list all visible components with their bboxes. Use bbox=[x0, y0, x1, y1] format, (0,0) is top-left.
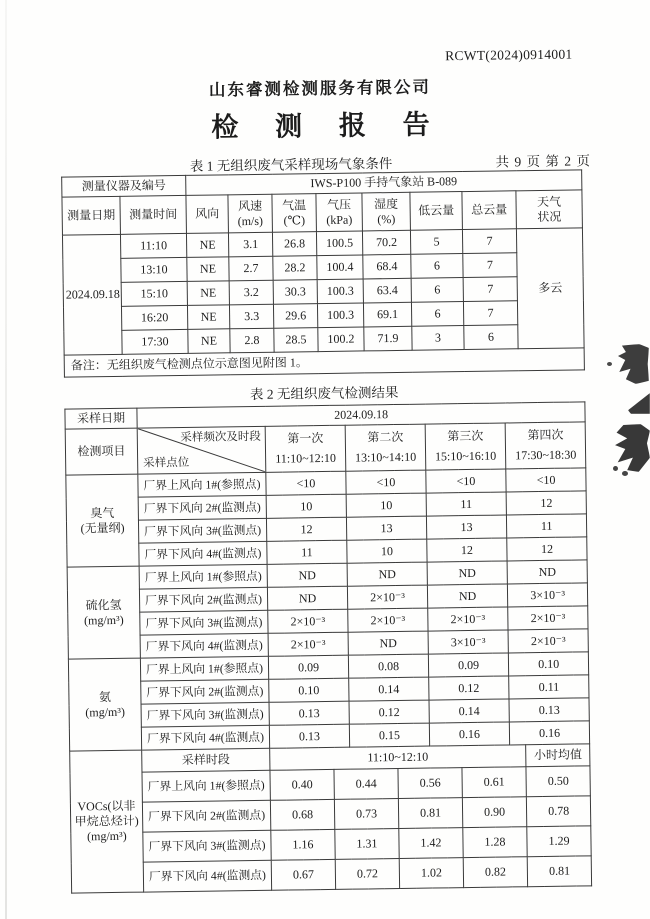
data-cell: NE bbox=[188, 329, 230, 354]
point-cell: 厂界上风向 1#(参照点) bbox=[142, 770, 270, 802]
value-cell: 11 bbox=[506, 514, 587, 538]
point-cell: 厂界下风向 2#(监测点) bbox=[142, 800, 270, 832]
data-cell: 100.4 bbox=[317, 255, 363, 280]
value-cell: 0.67 bbox=[271, 859, 335, 890]
period-time: 17:30~18:30 bbox=[515, 446, 577, 462]
period-name: 第四次 bbox=[527, 427, 564, 443]
value-cell: 0.13 bbox=[509, 698, 590, 722]
value-cell: 0.68 bbox=[270, 799, 334, 830]
value-cell: 0.72 bbox=[335, 859, 399, 890]
data-cell: 6 bbox=[411, 278, 463, 303]
data-cell: 2.7 bbox=[229, 256, 273, 281]
value-cell: 10 bbox=[347, 539, 427, 563]
value-cell: 0.56 bbox=[398, 768, 462, 799]
data-cell: 6 bbox=[464, 325, 518, 350]
period-header-cell bbox=[265, 425, 346, 472]
pollutant-name: 氨 bbox=[98, 689, 112, 704]
data-cell: 68.4 bbox=[363, 254, 411, 279]
value-cell: ND bbox=[267, 563, 347, 587]
point-cell: 厂界下风向 3#(监测点) bbox=[143, 830, 271, 862]
value-cell: 2×10⁻³ bbox=[268, 632, 348, 656]
value-cell: 0.82 bbox=[463, 857, 527, 888]
diagonal-header-cell bbox=[137, 426, 266, 474]
period-time: 13:10~14:10 bbox=[354, 449, 417, 465]
value-cell: 0.15 bbox=[349, 723, 429, 747]
vocs-period-value-cell: 11:10~12:10 bbox=[270, 745, 526, 771]
value-cell: 0.73 bbox=[334, 799, 398, 830]
data-cell: 3.2 bbox=[229, 280, 273, 305]
value-cell: 1.16 bbox=[271, 829, 335, 860]
edge-ink-dot bbox=[622, 471, 628, 476]
data-cell: 28.5 bbox=[274, 328, 318, 353]
emission-results-table bbox=[64, 401, 592, 893]
data-cell: 3 bbox=[412, 326, 464, 351]
data-cell: 6 bbox=[411, 254, 463, 279]
period-name: 第一次 bbox=[287, 431, 324, 446]
value-cell: 2×10⁻³ bbox=[347, 585, 427, 609]
data-cell: 70.2 bbox=[362, 230, 410, 255]
value-cell: 0.09 bbox=[428, 653, 508, 677]
value-cell: 0.14 bbox=[349, 677, 429, 701]
report-title: 检 测 报 告 bbox=[211, 109, 445, 143]
header-cell: 测量日期 bbox=[62, 196, 121, 235]
header-cell: 低云量 bbox=[410, 192, 463, 231]
hour-average-label-cell: 小时均值 bbox=[526, 744, 591, 767]
point-cell: 厂界下风向 3#(监测点) bbox=[141, 702, 269, 727]
value-cell: ND bbox=[347, 562, 427, 586]
header-cell: 气压 (kPa) bbox=[316, 193, 363, 232]
average-value-cell: 0.81 bbox=[527, 856, 592, 887]
pollutant-unit: (mg/m³) bbox=[86, 828, 127, 844]
period-time: 15:10~16:10 bbox=[434, 448, 497, 463]
value-cell: <10 bbox=[426, 469, 506, 493]
table1-note: 备注：无组织废气检测点位示意图见附图 1。 bbox=[64, 348, 584, 377]
value-cell: 11 bbox=[426, 492, 506, 516]
header-cell: 气温 (℃) bbox=[272, 194, 317, 233]
data-cell: 16:20 bbox=[121, 305, 187, 330]
point-cell: 厂界下风向 4#(监测点) bbox=[143, 860, 271, 892]
measure-date-cell: 2024.09.18 bbox=[62, 234, 122, 355]
value-cell: 11 bbox=[267, 540, 347, 564]
point-cell: 厂界下风向 3#(监测点) bbox=[138, 518, 266, 543]
value-cell: ND bbox=[427, 584, 507, 608]
pollutant-unit: (mg/m³) bbox=[85, 704, 126, 719]
header-cell: 总云量 bbox=[462, 191, 517, 230]
data-cell: 63.4 bbox=[363, 278, 411, 303]
average-value-cell: 0.78 bbox=[526, 796, 591, 827]
data-cell: 7 bbox=[463, 253, 517, 278]
data-cell: 17:30 bbox=[122, 329, 188, 354]
value-cell: 0.10 bbox=[508, 652, 589, 676]
period-header-cell bbox=[505, 422, 586, 469]
value-cell: ND bbox=[348, 631, 428, 655]
page-count: 共 9 页 第 2 页 bbox=[495, 153, 592, 170]
value-cell: 1.28 bbox=[463, 827, 527, 858]
value-cell: 1.31 bbox=[335, 829, 399, 860]
period-time: 11:10~12:10 bbox=[275, 450, 337, 466]
value-cell: ND bbox=[507, 560, 588, 584]
period-header-cell bbox=[345, 424, 426, 471]
value-cell: 2×10⁻³ bbox=[508, 606, 589, 630]
value-cell: 0.13 bbox=[269, 701, 349, 725]
instrument-label-cell: 测量仪器及编号 bbox=[62, 175, 186, 197]
table2-caption: 表 2 无组织废气检测结果 bbox=[249, 384, 399, 403]
pollutant-unit: (无量纲) bbox=[80, 520, 125, 535]
value-cell: 0.11 bbox=[509, 675, 590, 699]
value-cell: <10 bbox=[346, 470, 426, 494]
point-cell: 厂界下风向 3#(监测点) bbox=[140, 610, 268, 635]
group-label-cell bbox=[70, 750, 144, 893]
period-name: 第三次 bbox=[447, 429, 484, 444]
value-cell: <10 bbox=[506, 468, 587, 492]
value-cell: 0.12 bbox=[349, 700, 429, 724]
value-cell: 12 bbox=[506, 491, 587, 515]
edge-ink-dot bbox=[607, 362, 612, 366]
data-cell: 7 bbox=[463, 277, 517, 302]
value-cell: ND bbox=[267, 586, 347, 610]
header-cell: 天气 状况 bbox=[516, 190, 583, 229]
point-cell: 厂界下风向 2#(监测点) bbox=[139, 587, 267, 612]
value-cell: 0.61 bbox=[462, 767, 526, 798]
value-cell: 3×10⁻³ bbox=[428, 630, 508, 654]
header-cell: 风速 (m/s) bbox=[228, 194, 273, 233]
value-cell: 0.09 bbox=[268, 655, 348, 679]
pollutant-name: VOCs(以非甲烷总烃计) bbox=[74, 798, 139, 829]
group-label-cell bbox=[68, 658, 141, 751]
sample-date-cell: 2024.09.18 bbox=[137, 402, 586, 428]
data-cell: 15:10 bbox=[121, 281, 187, 306]
point-cell: 厂界上风向 1#(参照点) bbox=[139, 564, 267, 589]
data-cell: 13:10 bbox=[121, 257, 187, 282]
data-cell: 7 bbox=[462, 229, 516, 254]
value-cell: 12 bbox=[427, 538, 507, 562]
data-cell: 28.2 bbox=[273, 256, 317, 281]
value-cell: 2×10⁻³ bbox=[428, 607, 508, 631]
data-cell: NE bbox=[187, 305, 229, 330]
header-cell: 湿度 (%) bbox=[362, 192, 411, 231]
data-cell: 3.1 bbox=[228, 232, 272, 257]
value-cell: 0.08 bbox=[348, 654, 428, 678]
value-cell: 0.40 bbox=[270, 769, 334, 800]
value-cell: 3×10⁻³ bbox=[507, 583, 588, 607]
company-name: 山东睿测检测服务有限公司 bbox=[208, 77, 432, 100]
period-header-cell bbox=[425, 423, 506, 470]
table1-caption: 表 1 无组织废气采样现场气象条件 bbox=[189, 156, 393, 174]
weather-conditions-table bbox=[61, 169, 585, 377]
value-cell: 12 bbox=[507, 537, 588, 561]
data-cell: 26.8 bbox=[272, 232, 316, 257]
value-cell: 0.13 bbox=[269, 724, 349, 748]
data-cell: 100.3 bbox=[317, 303, 363, 328]
data-cell: 3.3 bbox=[229, 304, 273, 329]
header-cell: 风向 bbox=[186, 195, 229, 234]
value-cell: ND bbox=[427, 561, 507, 585]
value-cell: 0.44 bbox=[334, 769, 398, 800]
point-cell: 厂界下风向 4#(监测点) bbox=[140, 633, 268, 658]
average-value-cell: 1.29 bbox=[527, 826, 592, 857]
value-cell: 2×10⁻³ bbox=[508, 629, 589, 653]
point-cell: 厂界下风向 4#(监测点) bbox=[139, 541, 267, 566]
header-cell: 测量时间 bbox=[120, 195, 187, 234]
data-cell: NE bbox=[187, 257, 229, 282]
period-name: 第二次 bbox=[367, 430, 404, 445]
data-cell: 100.3 bbox=[317, 279, 363, 304]
value-cell: 1.02 bbox=[399, 858, 463, 889]
point-cell: 厂界下风向 2#(监测点) bbox=[141, 679, 269, 704]
value-cell: 1.42 bbox=[399, 828, 463, 859]
data-cell: NE bbox=[186, 233, 228, 258]
value-cell: 2×10⁻³ bbox=[348, 608, 428, 632]
data-cell: 30.3 bbox=[273, 280, 317, 305]
value-cell: 2×10⁻³ bbox=[268, 609, 348, 633]
data-cell: 69.1 bbox=[363, 302, 411, 327]
value-cell: 10 bbox=[346, 493, 426, 517]
data-cell: 2.8 bbox=[230, 328, 274, 353]
pollutant-name: 硫化氢 bbox=[85, 597, 122, 612]
data-cell: 100.2 bbox=[318, 327, 364, 352]
value-cell: 0.16 bbox=[429, 722, 509, 746]
data-cell: 11:10 bbox=[120, 233, 186, 258]
data-cell: NE bbox=[187, 281, 229, 306]
value-cell: 0.14 bbox=[429, 699, 509, 723]
value-cell: <10 bbox=[266, 471, 346, 495]
point-cell: 厂界上风向 1#(参照点) bbox=[138, 472, 266, 497]
data-cell: 7 bbox=[463, 301, 517, 326]
pollutant-unit: (mg/m³) bbox=[83, 612, 124, 627]
weather-status-cell: 多云 bbox=[516, 228, 584, 349]
vocs-period-label-cell: 采样时段 bbox=[142, 748, 270, 772]
value-cell: 0.12 bbox=[429, 676, 509, 700]
group-label-cell bbox=[66, 474, 139, 567]
data-cell: 71.9 bbox=[364, 326, 412, 351]
value-cell: 0.16 bbox=[509, 721, 590, 745]
data-cell: 29.6 bbox=[273, 304, 317, 329]
value-cell: 0.90 bbox=[462, 797, 526, 828]
pollutant-name: 臭气 bbox=[90, 505, 115, 520]
data-cell: 100.5 bbox=[316, 231, 362, 256]
instrument-value-cell: IWS-P100 手持气象站 B-089 bbox=[186, 170, 582, 196]
value-cell: 13 bbox=[346, 516, 426, 540]
data-cell: 5 bbox=[410, 230, 462, 255]
value-cell: 10 bbox=[266, 494, 346, 518]
value-cell: 0.81 bbox=[398, 798, 462, 829]
diag-bottom-label: 采样点位 bbox=[143, 456, 190, 470]
edge-ink-dot bbox=[613, 466, 618, 471]
point-cell: 厂界下风向 4#(监测点) bbox=[141, 725, 269, 750]
value-cell: 13 bbox=[426, 515, 506, 539]
point-cell: 厂界上风向 1#(参照点) bbox=[140, 656, 268, 681]
data-cell: 6 bbox=[411, 302, 463, 327]
value-cell: 0.10 bbox=[269, 678, 349, 702]
sample-date-label-cell: 采样日期 bbox=[65, 408, 137, 429]
point-cell: 厂界下风向 2#(监测点) bbox=[138, 495, 266, 520]
diag-top-label: 采样频次及时段 bbox=[180, 430, 261, 445]
average-value-cell: 0.50 bbox=[526, 766, 591, 797]
item-label-cell: 检测项目 bbox=[65, 428, 138, 475]
report-number: RCWT(2024)0914001 bbox=[445, 46, 573, 64]
value-cell: 12 bbox=[266, 517, 346, 541]
group-label-cell bbox=[67, 566, 140, 659]
